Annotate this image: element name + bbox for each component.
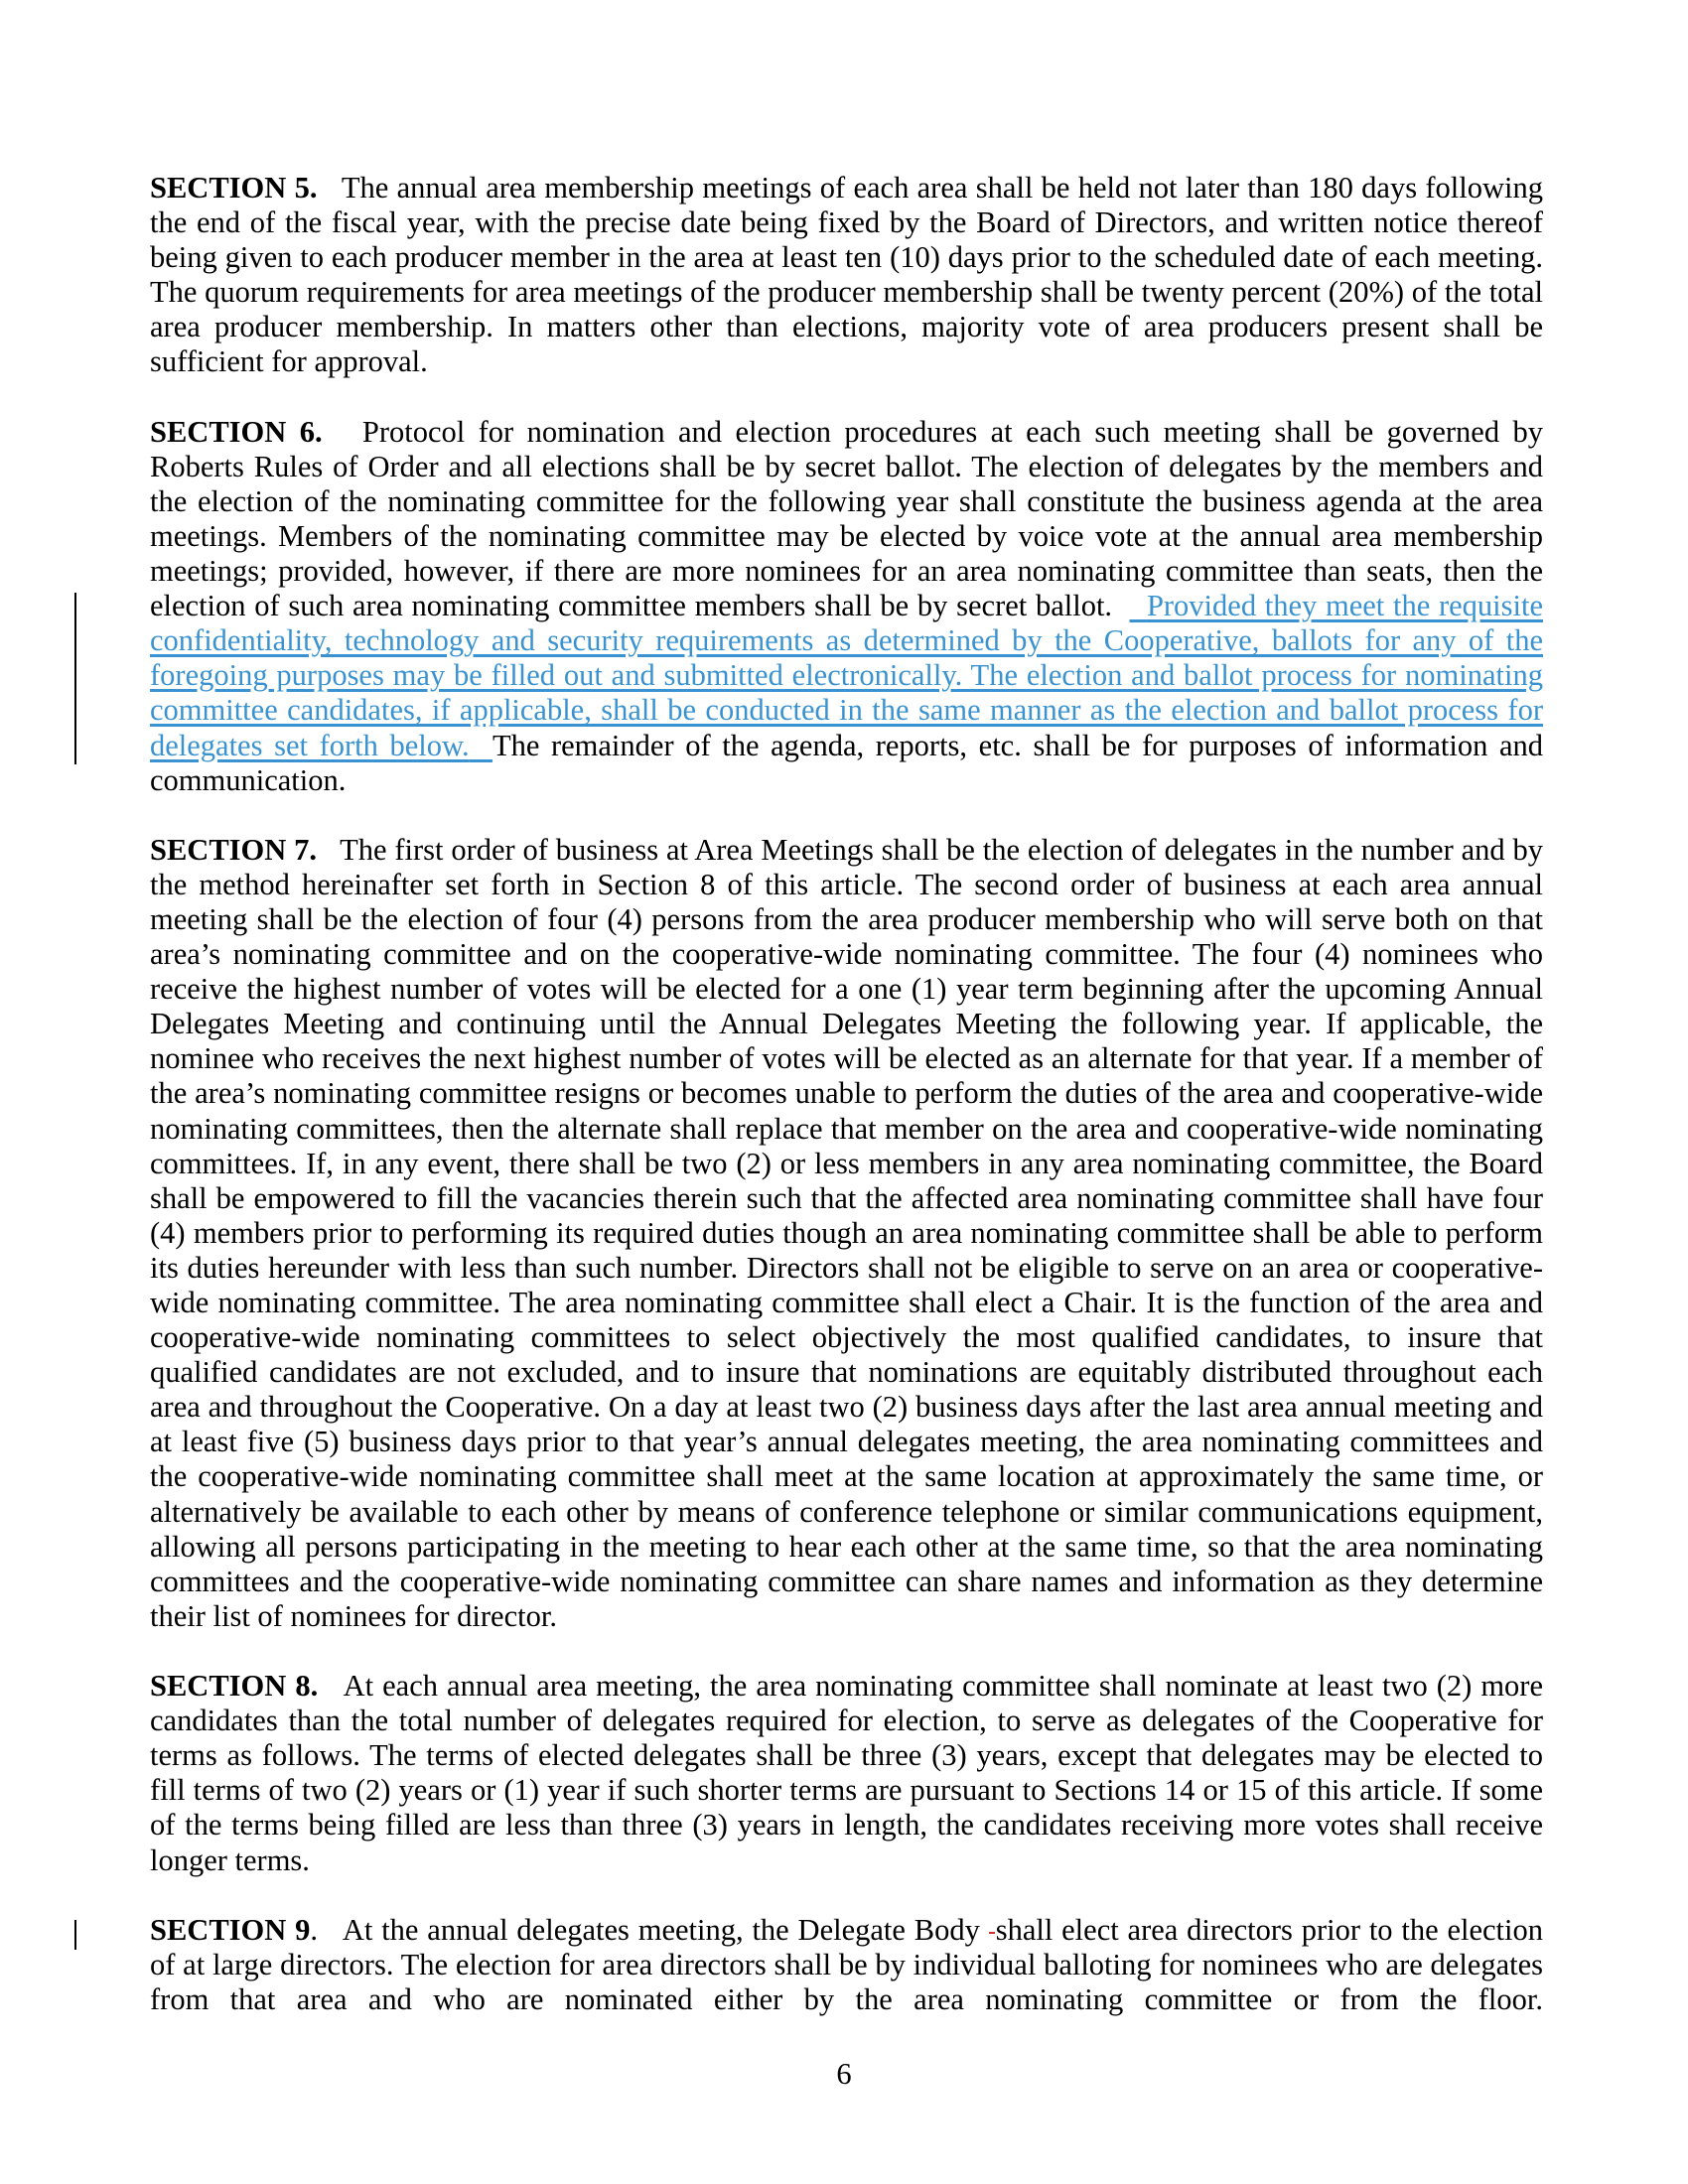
section-text: Protocol for nomination and election procedures at each such meeting shall be governed by Roberts Rules of Order and all elections shall be by secret ballot. The election of delegates by the members and the election of the nominating committee for the following year shall constitute the business agenda at the area meetings. Members of the nominating committee may be elected by voice vote at the annual area membership meetings; provided, however, if there are more nominees for an area nominating committee than seats, then the election of such area nominating committee members shall be by secret ballot. xyxy=(150,414,1543,623)
section-heading: SECTION 5. xyxy=(150,171,318,205)
section-text: shall elect area directors prior to the election of at large directors. The election for area directors shall be by individual balloting for nominees who are delegates from that area and who are nominated either by the area nominating committee or from the floor. xyxy=(150,1912,1544,2016)
section-7 xyxy=(150,833,1543,1634)
section-heading: SECTION 6. xyxy=(150,414,323,449)
section-9 xyxy=(150,1913,1543,2017)
change-bar xyxy=(74,1920,76,1950)
change-bar xyxy=(74,593,76,764)
section-5 xyxy=(150,171,1543,380)
page-number: 6 xyxy=(836,2057,852,2091)
section-text: The annual area membership meetings of each area shall be held not later than 180 days following the end of the fiscal year, with the precise date being fixed by the Board of Directors, and written notice thereof being given to each producer member in the area at least ten (10) days prior to the scheduled date of each meeting. The quorum requirements for area meetings of the producer membership shall be twenty percent (20%) of the total area producer membership. In matters other than elections, majority vote of area producers present shall be sufficient for approval. xyxy=(150,171,1543,379)
section-text: At the annual delegates meeting, the Delegate Body xyxy=(342,1912,980,1947)
deletion-mark xyxy=(989,1932,995,1934)
section-text: The remainder of the agenda, reports, etc. shall be for purposes of information and communication. xyxy=(150,728,1544,797)
section-text: At each annual area meeting, the area nominating committee shall nominate at least two (2) more candidates than the total number of delegates required for election, to serve as delegates of the Cooperative for terms as follows. The terms of elected delegates shall be three (3) years, except that delegates may be elected to fill terms of two (2) years or (1) year if such shorter terms are pursuant to Sections 14 or 15 of this article. If some of the terms being filled are less than three (3) years in length, the candidates receiving more votes shall receive longer terms. xyxy=(150,1669,1543,1877)
section-heading: SECTION 8. xyxy=(150,1669,319,1704)
section-6 xyxy=(150,415,1543,798)
inserted-text-content: Provided they meet the requisite confidentiality, technology and security requirements as determined by the Cooperative, ballots for any of the foregoing purposes may be filled out and submitted electronically. The election and ballot process for nominating committee candidates, if applicable, shall be conducted in the same manner as the election and ballot process for delegates set forth below. xyxy=(150,589,1544,762)
section-text: The first order of business at Area Meetings shall be the election of delegates in the number and by the method hereinafter set forth in Section 8 of this article. The second order of business at each area annual meeting shall be the election of four (4) persons from the area producer membership who will serve both on that area’s nominating committee and on the cooperative-wide nominating committee. The four (4) nominees who receive the highest number of votes will be elected for a one (1) year term beginning after the upcoming Annual Delegates Meeting and continuing until the Annual Delegates Meeting the following year. If applicable, the nominee who receives the next highest number of votes will be elected as an alternate for that year. If a member of the area’s nominating committee resigns or becomes unable to perform the duties of the area and cooperative-wide nominating committees, then the alternate shall replace that member on the area and cooperative-wide nominating committees. If, in any event, there shall be two (2) or less members in any area nominating committee, the Board shall be empowered to fill the vacancies therein such that the affected area nominating committee shall have four (4) members prior to performing its required duties though an area nominating committee shall be able to perform its duties hereunder with less than such number. Directors shall not be eligible to serve on an area or cooperative-wide nominating committee. The area nominating committee shall elect a Chair. It is the function of the area and cooperative-wide nominating committees to select objectively the most qualified candidates, to insure that qualified candidates are not excluded, and to insure that nominations are equitably distributed throughout each area and throughout the Cooperative. On a day at least two (2) business days after the last area annual meeting and at least five (5) business days prior to that year’s annual delegates meeting, the area nominating committees and the cooperative-wide nominating committee shall meet at the same location at approximately the same time, or alternatively be available to each other by means of conference telephone or similar communications equipment, allowing all persons participating in the meeting to hear each other at the same time, so that the area nominating committees and the cooperative-wide nominating committee can share names and information as they determine their list of nominees for director. xyxy=(150,832,1544,1633)
section-heading: SECTION 7. xyxy=(150,832,318,867)
section-heading: SECTION 9 xyxy=(150,1912,311,1947)
heading-punct: . xyxy=(310,1912,319,1947)
section-8 xyxy=(150,1669,1543,1878)
document-page xyxy=(150,171,1543,2052)
